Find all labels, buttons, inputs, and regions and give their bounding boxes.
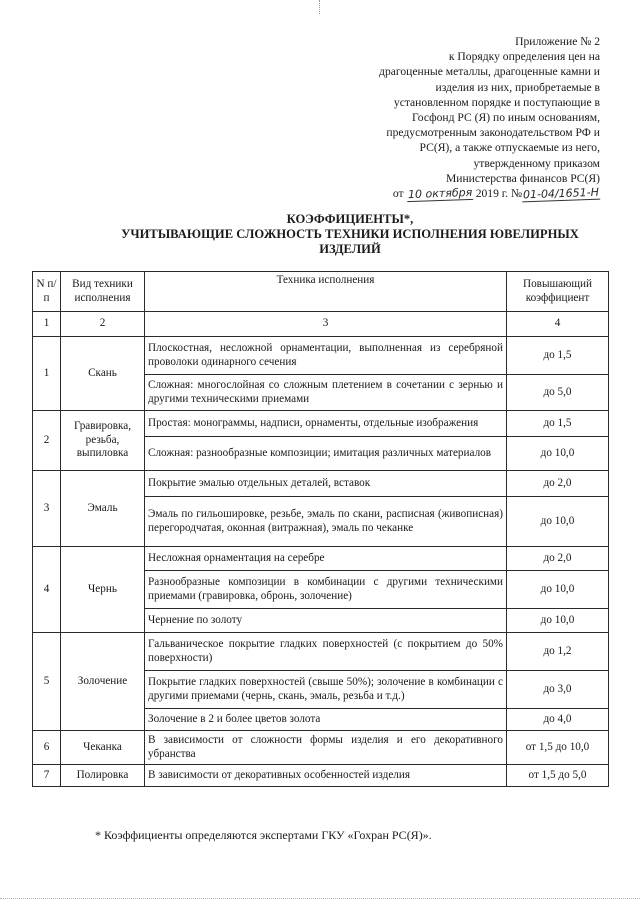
scan-top-mark (319, 0, 320, 14)
header-technique: Техника исполнения (145, 272, 507, 312)
technique-kind: Скань (61, 337, 145, 411)
coefficient-value: до 2,0 (507, 547, 609, 571)
scan-bottom-mark (0, 898, 640, 899)
title-line-1: КОЭФФИЦИЕНТЫ*, (286, 212, 414, 226)
header-line: к Порядку определения цен на (448, 50, 600, 64)
header-line: изделия из них, приобретаемые в (435, 80, 600, 94)
column-index: 3 (145, 312, 507, 337)
header-line: Приложение № 2 (515, 35, 600, 48)
technique-kind: Золочение (61, 633, 145, 731)
technique-description: В зависимости от декоративных особенностей изделия (145, 765, 507, 787)
title-line-3: ИЗДЕЛИЙ (319, 242, 381, 256)
table-row (33, 471, 609, 497)
technique-kind: Эмаль (61, 471, 145, 547)
table-row (33, 547, 609, 571)
group-number: 6 (33, 731, 61, 765)
handwritten-date: 10 октября (407, 185, 472, 202)
header-line: предусмотренным законодательством РФ и (386, 126, 600, 140)
coefficient-value: до 10,0 (507, 571, 609, 609)
table-row (33, 731, 609, 765)
technique-description: Сложная: многослойная со сложным плетением в сочетании с зернью и другими техническими приемами (145, 375, 507, 411)
coefficient-value: до 10,0 (507, 437, 609, 471)
table-row (33, 337, 609, 375)
group-number: 2 (33, 411, 61, 471)
table-row (33, 633, 609, 671)
coefficient-value: до 1,5 (507, 337, 609, 375)
coefficients-table (32, 271, 609, 787)
date-prefix: от (392, 187, 404, 201)
technique-kind: Гравировка, резьба, выпиловка (61, 411, 145, 471)
technique-description: Эмаль по гильоширoвке, резьбе, эмаль по скани, расписная (живописная) перегородчатая, оконная (витражная), эмаль по чеканке (145, 497, 507, 547)
technique-description: Несложная орнаментация на серебре (145, 547, 507, 571)
technique-kind: Полировка (61, 765, 145, 787)
header-coefficient: Повышающий коэффициент (507, 272, 609, 312)
technique-description: Сложная: разнообразные композиции; имитация различных материалов (145, 437, 507, 471)
coefficient-value: до 3,0 (507, 671, 609, 709)
coefficient-value: до 10,0 (507, 609, 609, 633)
title-line-2: УЧИТЫВАЮЩИЕ СЛОЖНОСТЬ ТЕХНИКИ ИСПОЛНЕНИЯ ЮВЕЛИРНЫХ (121, 227, 579, 241)
coefficient-value: до 10,0 (507, 497, 609, 547)
column-index-row (33, 312, 609, 337)
group-number: 4 (33, 547, 61, 633)
approval-header (330, 34, 600, 201)
technique-description: Покрытие эмалью отдельных деталей, вставок (145, 471, 507, 497)
coefficient-value: от 1,5 до 10,0 (507, 731, 609, 765)
column-index: 4 (507, 312, 609, 337)
header-line: установленном порядке и поступающие в (393, 95, 600, 109)
group-number: 3 (33, 471, 61, 547)
technique-description: Покрытие гладких поверхностей (свыше 50%); золочение в комбинации с другими приемами (чернь, скань, эмаль, резьба и т.д.) (145, 671, 507, 709)
header-num: N п/п (33, 272, 61, 312)
header-line: драгоценные металлы, драгоценные камни и (379, 65, 600, 79)
header-line: Министерства финансов РС(Я) (445, 171, 600, 185)
technique-description: Разнообразные композиции в комбинации с другими техническими приемами (гравировка, обронь, золочение) (145, 571, 507, 609)
coefficient-value: до 2,0 (507, 471, 609, 497)
group-number: 7 (33, 765, 61, 787)
header-line: РС(Я), а также отпускаемые из него, (419, 141, 600, 155)
group-number: 5 (33, 633, 61, 731)
number-prefix: № (511, 187, 523, 201)
technique-description: Гальваническое покрытие гладких поверхностей (с покрытием до 50% поверхности) (145, 633, 507, 671)
technique-description: В зависимости от сложности формы изделия и его декоративного убранства (145, 731, 507, 765)
coefficient-value: до 1,5 (507, 411, 609, 437)
technique-kind: Чеканка (61, 731, 145, 765)
technique-description: Плоскостная, несложной орнаментации, выполненная из серебряной проволоки одинарного сечения (145, 337, 507, 375)
coefficient-value: до 1,2 (507, 633, 609, 671)
technique-description: Золочение в 2 и более цветов золота (145, 709, 507, 731)
header-line: Госфонд РС (Я) по иным основаниям, (412, 111, 600, 125)
document-title (90, 212, 610, 257)
handwritten-order-number: 01-04/1651-Н (522, 185, 600, 202)
header-line: утвержденному приказом (473, 156, 600, 170)
column-index: 1 (33, 312, 61, 337)
coefficient-value: до 4,0 (507, 709, 609, 731)
order-date-line (330, 186, 600, 201)
footnote: * Коэффициенты определяются экспертами ГКУ «Гохран РС(Я)». (95, 828, 432, 842)
coefficient-value: до 5,0 (507, 375, 609, 411)
header-kind: Вид техники исполнения (61, 272, 145, 312)
table-row (33, 411, 609, 437)
group-number: 1 (33, 337, 61, 411)
table-row (33, 765, 609, 787)
technique-description: Простая: монограммы, надписи, орнаменты, отдельные изображения (145, 411, 507, 437)
column-index: 2 (61, 312, 145, 337)
coefficient-value: от 1,5 до 5,0 (507, 765, 609, 787)
date-year: 2019 г. (475, 187, 509, 201)
table-header-row (33, 272, 609, 312)
technique-kind: Чернь (61, 547, 145, 633)
technique-description: Чернение по золоту (145, 609, 507, 633)
